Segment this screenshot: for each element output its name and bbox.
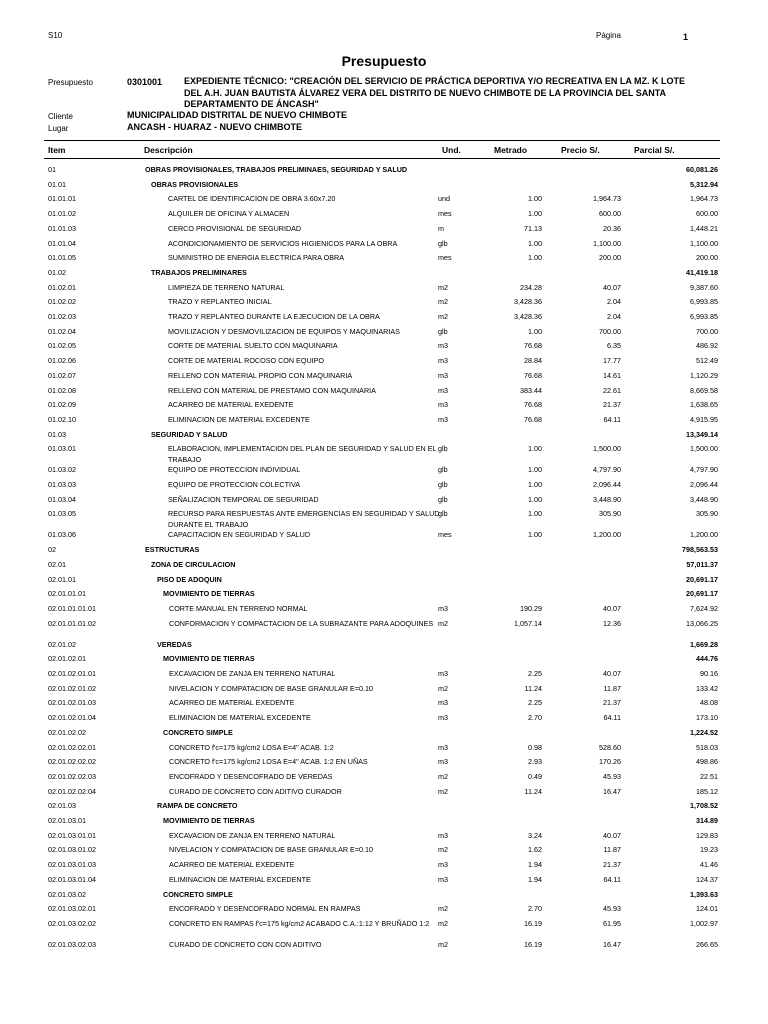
row-item-code: 01.02.08 (48, 385, 76, 395)
row-parcial: 185.12 (696, 786, 718, 796)
row-item-code: 02.01 (48, 559, 66, 569)
row-item-code: 02.01.02.01.04 (48, 713, 96, 723)
row-precio: 1,200.00 (593, 530, 621, 540)
row-item-code: 02.01.03.02.02 (48, 918, 96, 928)
row-precio: 40.07 (603, 669, 621, 678)
row-metrado: 2.70 (528, 713, 542, 723)
row-metrado: 190.29 (520, 603, 542, 613)
row-description: OBRAS PROVISIONALES, TRABAJOS PRELIMINAES, SEGURIDAD Y SALUD (145, 165, 408, 174)
row-metrado: 11.24 (524, 786, 542, 796)
row-parcial: 1,100.00 (690, 238, 718, 248)
row-item-code: 02.01.03.01.02 (48, 845, 96, 855)
row-description: SEÑALIZACION TEMPORAL DE SEGURIDAD (168, 494, 319, 504)
row-metrado: 16.19 (524, 918, 542, 928)
row-metrado: 1.00 (528, 530, 542, 540)
row-parcial: 7,624.92 (690, 603, 718, 613)
row-item-code: 02.01.02.02.04 (48, 786, 96, 796)
row-item-code: 02.01.02.02.02 (48, 757, 96, 767)
column-descripcion: Descripción (144, 145, 193, 155)
row-unit: m3 (438, 669, 448, 678)
row-description: SEGURIDAD Y SALUD (151, 429, 228, 439)
row-unit: m3 (438, 757, 448, 767)
row-item-code: 01.01 (48, 179, 66, 189)
row-parcial: 1,120.29 (690, 370, 718, 380)
row-item-code: 02.01.02 (48, 639, 76, 649)
row-parcial: 1,200.00 (690, 530, 718, 540)
row-item-code: 01.02.05 (48, 341, 76, 351)
row-unit: m2 (438, 918, 448, 928)
row-metrado: 71.13 (524, 223, 542, 233)
row-parcial: 22.51 (700, 771, 718, 781)
row-description: LIMPIEZA DE TERRENO NATURAL (168, 282, 285, 292)
row-item-code: 01.03.06 (48, 530, 76, 540)
row-precio: 200.00 (599, 253, 621, 263)
row-description: MOVIMIENTO DE TIERRAS (163, 816, 255, 825)
row-parcial: 20,691.17 (686, 574, 718, 584)
row-unit: m3 (438, 370, 448, 380)
row-parcial: 41.46 (700, 860, 718, 870)
row-precio: 64.11 (603, 874, 621, 884)
row-parcial: 444.76 (696, 654, 718, 664)
row-description: MOVILIZACION Y DESMOVILIZACION DE EQUIPOS Y MAQUINARIAS (168, 326, 400, 336)
page-label: Página (596, 31, 621, 40)
row-description: CERCO PROVISIONAL DE SEGURIDAD (168, 223, 302, 233)
row-item-code: 02.01.01.01 (48, 589, 86, 599)
row-item-code: 01.01.05 (48, 253, 76, 263)
row-unit: m3 (438, 713, 448, 723)
row-item-code: 01.02.09 (48, 400, 76, 410)
row-description: RELLENO CON MATERIAL PROPIO CON MAQUINARIA (168, 370, 353, 380)
row-parcial: 57,011.37 (686, 559, 718, 569)
column-parcial: Parcial S/. (634, 145, 675, 155)
row-precio: 6.35 (607, 341, 621, 351)
row-item-code: 01 (48, 165, 56, 174)
lugar-label: Lugar (48, 124, 69, 133)
row-metrado: 1,057.14 (514, 618, 542, 628)
row-description: ELABORACION, IMPLEMENTACION DEL PLAN DE SEGURIDAD Y SALUD EN EL TRABAJO (168, 444, 437, 464)
row-description: ZONA DE CIRCULACION (151, 559, 236, 569)
row-description: NIVELACION Y COMPATACION DE BASE GRANULAR E=0.10 (169, 683, 374, 693)
row-description: CURADO DE CONCRETO CON CON ADITIVO (169, 939, 322, 949)
row-item-code: 01.03.04 (48, 494, 76, 504)
row-parcial: 518.03 (696, 742, 718, 752)
row-item-code: 02.01.02.02 (48, 727, 86, 737)
row-parcial: 129.83 (696, 830, 718, 840)
row-description: TRABAJOS PRELIMINARES (151, 267, 247, 277)
row-parcial: 3,448.90 (690, 494, 718, 504)
row-metrado: 0.98 (528, 742, 542, 752)
row-item-code: 02.01.03.01 (48, 816, 86, 825)
row-metrado: 2.93 (528, 757, 542, 767)
row-metrado: 3,428.36 (514, 312, 542, 321)
row-parcial: 124.01 (696, 904, 718, 914)
row-precio: 45.93 (603, 771, 621, 781)
page-title: Presupuesto (341, 53, 427, 69)
row-unit: m2 (438, 618, 448, 628)
row-description: CORTE MANUAL EN TERRENO NORMAL (169, 603, 308, 613)
row-item-code: 01.02.04 (48, 326, 76, 336)
row-description: RECURSO PARA RESPUESTAS ANTE EMERGENCIAS EN SEGURIDAD Y SALUD DURANTE EL TRABAJO (168, 509, 440, 529)
row-precio: 3,448.90 (593, 494, 621, 504)
row-precio: 1,100.00 (593, 238, 621, 248)
row-item-code: 02.01.01.01.01 (48, 603, 96, 613)
column-precio: Precio S/. (561, 145, 600, 155)
row-item-code: 02.01.02.01.03 (48, 698, 96, 708)
row-item-code: 02.01.03.02.03 (48, 939, 96, 949)
row-unit: glb (438, 326, 448, 336)
row-description: CAPACITACION EN SEGURIDAD Y SALUD (168, 530, 311, 540)
row-metrado: 1.00 (528, 209, 542, 219)
table-header (44, 140, 720, 159)
row-unit: m2 (438, 845, 448, 855)
row-item-code: 01.01.04 (48, 238, 76, 248)
row-unit: m3 (438, 356, 448, 366)
row-parcial: 314.89 (696, 816, 718, 825)
row-parcial: 4,797.90 (690, 465, 718, 475)
row-unit: m2 (438, 904, 448, 914)
row-precio: 2.04 (607, 312, 621, 321)
row-metrado: 3,428.36 (514, 297, 542, 307)
row-metrado: 1.00 (528, 253, 542, 263)
row-unit: glb (438, 465, 448, 475)
page-number: 1 (683, 32, 689, 42)
row-parcial: 200.00 (696, 253, 718, 263)
row-parcial: 41,419.18 (686, 267, 718, 277)
row-precio: 22.61 (603, 385, 621, 395)
row-parcial: 1,500.00 (690, 444, 718, 454)
row-precio: 17.77 (603, 356, 621, 366)
row-description: ACARREO DE MATERIAL EXEDENTE (169, 698, 295, 708)
row-description: ESTRUCTURAS (145, 545, 200, 555)
row-parcial: 48.08 (700, 698, 718, 708)
row-description: NIVELACION Y COMPATACION DE BASE GRANULAR E=0.10 (169, 845, 374, 855)
row-item-code: 01.01.03 (48, 223, 76, 233)
row-metrado: 1.94 (528, 860, 542, 870)
row-metrado: 3.24 (528, 830, 542, 840)
row-precio: 40.07 (603, 830, 621, 840)
row-metrado: 16.19 (524, 939, 542, 949)
row-metrado: 2.25 (528, 669, 542, 678)
row-unit: m3 (438, 874, 448, 884)
row-metrado: 28.84 (524, 356, 542, 366)
row-precio: 40.07 (603, 282, 621, 292)
presupuesto-description: EXPEDIENTE TÉCNICO: "CREACIÓN DEL SERVICIO DE PRÁCTICA DEPORTIVA Y/O RECREATIVA EN LA MZ. K LOTE DEL A.H. JUAN BAUTISTA ÁLVAREZ VERA DEL DISTRITO DE NUEVO CHIMBOTE DE LA PROVINCIA DEL SANTA DEPARTAMENTO DE ÁNCASH" (184, 76, 685, 109)
row-parcial: 305.90 (696, 509, 718, 519)
row-unit: m3 (438, 830, 448, 840)
row-unit: m3 (438, 385, 448, 395)
row-precio: 14.61 (603, 370, 621, 380)
row-unit: m2 (438, 771, 448, 781)
row-precio: 21.37 (603, 860, 621, 870)
column-metrado: Metrado (494, 145, 528, 155)
row-precio: 170.26 (599, 757, 621, 767)
row-description: RAMPA DE CONCRETO (157, 801, 238, 811)
row-metrado: 1.00 (528, 238, 542, 248)
row-description: CORTE DE MATERIAL ROCOSO CON EQUIPO (168, 356, 325, 366)
row-metrado: 0.49 (528, 771, 542, 781)
row-description: TRAZO Y REPLANTEO INICIAL (168, 297, 272, 307)
cliente-label: Cliente (48, 112, 73, 121)
row-precio: 11.87 (603, 683, 621, 693)
row-parcial: 13,349.14 (686, 429, 718, 439)
row-description: EQUIPO DE PROTECCION COLECTIVA (168, 480, 301, 489)
row-description: MOVIMIENTO DE TIERRAS (163, 589, 255, 599)
row-item-code: 02.01.03.01.03 (48, 860, 96, 870)
row-unit: m3 (438, 414, 448, 424)
row-parcial: 9,387.60 (690, 282, 718, 292)
presupuesto-label: Presupuesto (48, 78, 93, 87)
row-description: ELIMINACION DE MATERIAL EXCEDENTE (169, 874, 311, 884)
row-parcial: 6,993.85 (690, 312, 718, 321)
row-unit: m3 (438, 603, 448, 613)
row-description: CONCRETO f'c=175 kg/cm2 LOSA E=4" ACAB. 1:2 EN UÑAS (169, 757, 368, 767)
row-unit: glb (438, 238, 448, 248)
row-parcial: 124.37 (696, 874, 718, 884)
row-item-code: 01.02.01 (48, 282, 76, 292)
row-item-code: 01.02.03 (48, 312, 76, 321)
row-parcial: 498.86 (696, 757, 718, 767)
row-unit: m3 (438, 400, 448, 410)
row-unit: glb (438, 480, 448, 489)
row-item-code: 02.01.02.02.01 (48, 742, 96, 752)
row-description: CARTEL DE IDENTIFICACION DE OBRA 3.60x7.20 (168, 194, 336, 204)
row-unit: glb (438, 444, 448, 454)
row-description: MOVIMIENTO DE TIERRAS (163, 654, 255, 664)
row-description: CONCRETO f'c=175 kg/cm2 LOSA E=4" ACAB. 1:2 (169, 742, 334, 752)
row-parcial: 798,563.53 (682, 545, 718, 555)
row-metrado: 2.25 (528, 698, 542, 708)
row-precio: 11.87 (603, 845, 621, 855)
row-description: ELIMINACION DE MATERIAL EXCEDENTE (168, 414, 310, 424)
row-parcial: 512.49 (696, 356, 718, 366)
row-parcial: 173.10 (696, 713, 718, 723)
row-item-code: 02.01.02.02.03 (48, 771, 96, 781)
row-precio: 45.93 (603, 904, 621, 914)
cliente-value: MUNICIPALIDAD DISTRITAL DE NUEVO CHIMBOTE (127, 110, 347, 120)
row-precio: 1,964.73 (593, 194, 621, 204)
row-metrado: 234.28 (520, 282, 542, 292)
row-description: CORTE DE MATERIAL SUELTO CON MAQUINARIA (168, 341, 338, 351)
row-description: ACARREO DE MATERIAL EXEDENTE (168, 400, 294, 410)
row-item-code: 01.01.01 (48, 194, 76, 204)
row-item-code: 02.01.03.01.04 (48, 874, 96, 884)
row-description: ACONDICIONAMIENTO DE SERVICIOS HIGIENICOS PARA LA OBRA (168, 238, 398, 248)
row-description: ACARREO DE MATERIAL EXEDENTE (169, 860, 295, 870)
column-item: Item (48, 145, 66, 155)
row-precio: 2.04 (607, 297, 621, 307)
row-unit: und (438, 194, 450, 204)
row-metrado: 1.00 (528, 494, 542, 504)
row-description: EXCAVACION DE ZANJA EN TERRENO NATURAL (169, 669, 336, 678)
row-metrado: 1.00 (528, 194, 542, 204)
column-und: Und. (442, 145, 461, 155)
row-description: CONCRETO EN RAMPAS f'c=175 kg/cm2 ACABADO C.A.:1:12 Y BRUÑADO 1:2 (169, 918, 430, 928)
row-precio: 305.90 (599, 509, 621, 519)
row-item-code: 02 (48, 545, 56, 555)
row-parcial: 700.00 (696, 326, 718, 336)
row-item-code: 01.03.03 (48, 480, 76, 489)
row-parcial: 266.65 (696, 939, 718, 949)
row-parcial: 1,708.52 (690, 801, 718, 811)
row-parcial: 600.00 (696, 209, 718, 219)
row-description: CURADO DE CONCRETO CON ADITIVO CURADOR (169, 786, 342, 796)
row-metrado: 76.68 (524, 414, 542, 424)
row-description: EXCAVACION DE ZANJA EN TERRENO NATURAL (169, 830, 336, 840)
row-metrado: 76.68 (524, 400, 542, 410)
row-precio: 20.36 (603, 223, 621, 233)
row-metrado: 76.68 (524, 341, 542, 351)
row-parcial: 60,081.26 (686, 165, 718, 174)
row-unit: glb (438, 494, 448, 504)
row-precio: 16.47 (603, 939, 621, 949)
row-parcial: 1,638.65 (690, 400, 718, 410)
row-metrado: 1.00 (528, 465, 542, 475)
row-precio: 64.11 (603, 713, 621, 723)
row-item-code: 02.01.02.01.02 (48, 683, 96, 693)
row-description: PISO DE ADOQUIN (157, 574, 222, 584)
row-description: CONCRETO SIMPLE (163, 727, 233, 737)
row-unit: m3 (438, 698, 448, 708)
row-item-code: 01.02.02 (48, 297, 76, 307)
row-precio: 64.11 (603, 414, 621, 424)
row-description: RELLENO CON MATERIAL DE PRESTAMO CON MAQUINARIA (168, 385, 376, 395)
row-description: OBRAS PROVISIONALES (151, 179, 239, 189)
row-parcial: 4,915.95 (690, 414, 718, 424)
row-parcial: 486.92 (696, 341, 718, 351)
row-description: CONCRETO SIMPLE (163, 889, 233, 899)
row-precio: 700.00 (599, 326, 621, 336)
report-code: S10 (48, 31, 63, 40)
row-unit: m2 (438, 282, 448, 292)
row-metrado: 1.00 (528, 509, 542, 519)
row-precio: 2,096.44 (593, 480, 621, 489)
row-description: CONFORMACION Y COMPACTACION DE LA SUBRAZANTE PARA ADOQUINES (169, 618, 434, 628)
row-unit: m2 (438, 786, 448, 796)
row-unit: m2 (438, 312, 448, 321)
row-unit: m3 (438, 742, 448, 752)
row-parcial: 1,448.21 (690, 223, 718, 233)
row-description: ENCOFRADO Y DESENCOFRADO NORMAL EN RAMPAS (169, 904, 361, 914)
row-item-code: 01.03 (48, 429, 66, 439)
row-item-code: 02.01.03.02.01 (48, 904, 96, 914)
row-metrado: 1.00 (528, 480, 542, 489)
row-item-code: 02.01.03.02 (48, 889, 86, 899)
row-description: ALQUILER DE OFICINA Y ALMACEN (168, 209, 290, 219)
row-unit: mes (438, 530, 452, 540)
row-item-code: 01.02 (48, 267, 66, 277)
row-item-code: 01.02.06 (48, 356, 76, 366)
row-parcial: 1,002.97 (690, 918, 718, 928)
row-parcial: 133.42 (696, 683, 718, 693)
lugar-value: ANCASH - HUARAZ - NUEVO CHIMBOTE (127, 122, 302, 132)
row-unit: glb (438, 509, 448, 519)
row-unit: m3 (438, 341, 448, 351)
row-precio: 61.95 (603, 918, 621, 928)
row-precio: 16.47 (603, 786, 621, 796)
row-parcial: 6,993.85 (690, 297, 718, 307)
row-unit: mes (438, 209, 452, 219)
row-precio: 4,797.90 (593, 465, 621, 475)
row-metrado: 2.70 (528, 904, 542, 914)
row-precio: 40.07 (603, 603, 621, 613)
row-description: EQUIPO DE PROTECCION INDIVIDUAL (168, 465, 301, 475)
row-metrado: 11.24 (524, 683, 542, 693)
row-unit: m2 (438, 683, 448, 693)
row-metrado: 1.62 (528, 845, 542, 855)
row-description: ELIMINACION DE MATERIAL EXCEDENTE (169, 713, 311, 723)
row-precio: 1,500.00 (593, 444, 621, 454)
row-item-code: 01.01.02 (48, 209, 76, 219)
row-parcial: 2,096.44 (690, 480, 718, 489)
row-precio: 21.37 (603, 698, 621, 708)
row-item-code: 02.01.03.01.01 (48, 830, 96, 840)
row-parcial: 5,312.94 (690, 179, 718, 189)
row-unit: mes (438, 253, 452, 263)
row-parcial: 1,669.28 (690, 639, 718, 649)
row-description: VEREDAS (157, 639, 192, 649)
row-parcial: 20,691.17 (686, 589, 718, 599)
row-description: TRAZO Y REPLANTEO DURANTE LA EJECUCION DE LA OBRA (168, 312, 380, 321)
row-item-code: 01.02.07 (48, 370, 76, 380)
row-unit: m (438, 223, 444, 233)
row-metrado: 76.68 (524, 370, 542, 380)
row-metrado: 383.44 (520, 385, 542, 395)
row-unit: m3 (438, 860, 448, 870)
row-precio: 600.00 (599, 209, 621, 219)
row-item-code: 02.01.02.01.01 (48, 669, 96, 678)
row-metrado: 1.00 (528, 444, 542, 454)
row-description: SUMINISTRO DE ENERGIA ELECTRICA PARA OBRA (168, 253, 344, 263)
row-item-code: 02.01.01 (48, 574, 76, 584)
row-parcial: 19.23 (700, 845, 718, 855)
row-unit: m2 (438, 939, 448, 949)
row-item-code: 01.03.05 (48, 509, 76, 519)
row-parcial: 13,066.25 (686, 618, 718, 628)
row-unit: m2 (438, 297, 448, 307)
row-item-code: 01.03.01 (48, 444, 76, 454)
row-precio: 528.60 (599, 742, 621, 752)
row-parcial: 1,964.73 (690, 194, 718, 204)
row-item-code: 01.03.02 (48, 465, 76, 475)
row-parcial: 90.16 (700, 669, 718, 678)
row-metrado: 1.00 (528, 326, 542, 336)
row-item-code: 02.01.02.01 (48, 654, 86, 664)
row-precio: 12.36 (603, 618, 621, 628)
row-parcial: 1,224.52 (690, 727, 718, 737)
row-item-code: 01.02.10 (48, 414, 76, 424)
row-parcial: 8,669.58 (690, 385, 718, 395)
row-item-code: 02.01.03 (48, 801, 76, 811)
presupuesto-code: 0301001 (127, 77, 163, 87)
row-item-code: 02.01.01.01.02 (48, 618, 96, 628)
row-description: ENCOFRADO Y DESENCOFRADO DE VEREDAS (169, 771, 333, 781)
row-precio: 21.37 (603, 400, 621, 410)
row-metrado: 1.94 (528, 874, 542, 884)
row-parcial: 1,393.63 (690, 889, 718, 899)
